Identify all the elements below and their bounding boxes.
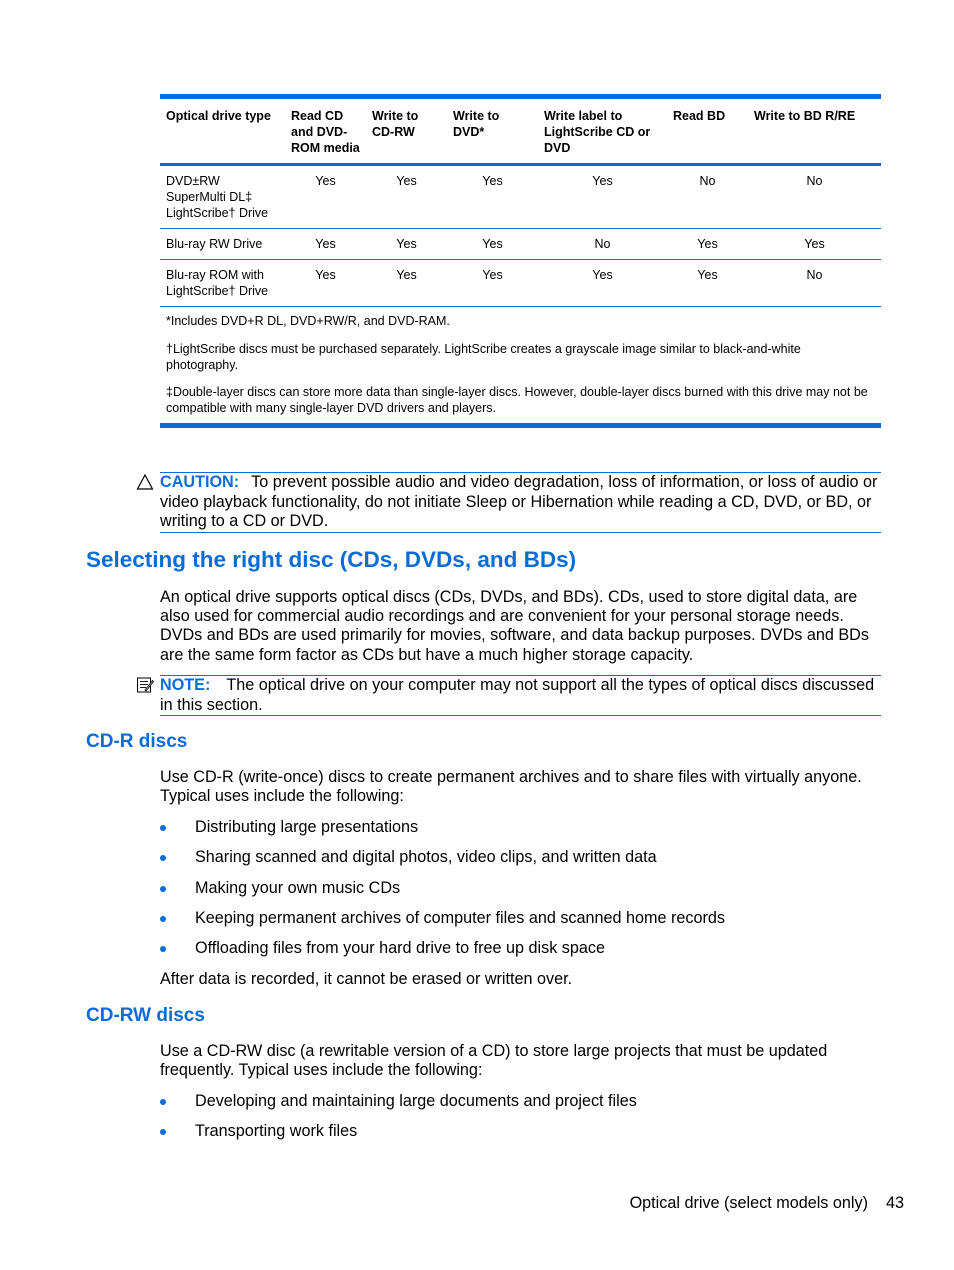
bullet-dot bbox=[160, 855, 166, 861]
list-item bbox=[160, 1122, 882, 1142]
table-cell: Blu-ray RW Drive bbox=[166, 237, 263, 251]
col-header: Write to CD-RW bbox=[372, 109, 419, 139]
col-header: Read CD and DVD-ROM media bbox=[291, 109, 360, 155]
list-item-text: Keeping permanent archives of computer files and scanned home records bbox=[195, 909, 725, 927]
bullet-dot bbox=[160, 946, 166, 952]
bullet-dot bbox=[160, 825, 166, 831]
table-row bbox=[160, 260, 881, 307]
caution-label: CAUTION: bbox=[160, 473, 240, 491]
note-label: NOTE: bbox=[160, 676, 211, 694]
table-cell: Yes bbox=[697, 268, 718, 282]
list-item-text: Developing and maintaining large documents and project files bbox=[195, 1092, 637, 1110]
footnote: †LightScribe discs must be purchased separately. LightScribe creates a grayscale image similar to black-and-white photography. bbox=[166, 342, 801, 372]
caution-callout bbox=[160, 472, 881, 533]
table-cell: Yes bbox=[804, 237, 825, 251]
col-header: Write to BD R/RE bbox=[754, 109, 856, 123]
list-item-text: Sharing scanned and digital photos, video clips, and written data bbox=[195, 848, 657, 866]
col-header: Read BD bbox=[673, 109, 726, 123]
cdrw-intro: Use a CD-RW disc (a rewritable version of a CD) to store large projects that must be updated frequently. Typical uses include the following: bbox=[160, 1042, 828, 1080]
optical-drive-table bbox=[160, 99, 881, 307]
table-cell: Yes bbox=[315, 237, 336, 251]
caution-text: To prevent possible audio and video degradation, loss of information, or loss of audio or video playback functionality, do not initiate Sleep or Hibernation while reading a CD, DVD, or BD, or writing to a CD or DVD. bbox=[160, 473, 878, 530]
warning-triangle-icon bbox=[136, 473, 154, 491]
table-cell: Yes bbox=[482, 174, 503, 188]
bullet-dot bbox=[160, 916, 166, 922]
note-pad-icon bbox=[136, 676, 154, 694]
list-item bbox=[160, 818, 882, 838]
table-cell: No bbox=[806, 174, 823, 188]
table-cell: Yes bbox=[697, 237, 718, 251]
table-cell: No bbox=[594, 237, 611, 251]
section-title: Selecting the right disc (CDs, DVDs, and BDs) bbox=[86, 547, 577, 572]
page-number: 43 bbox=[885, 1194, 904, 1212]
list-item bbox=[160, 848, 882, 868]
footnote: ‡Double-layer discs can store more data than single-layer discs. However, double-layer discs burned with this drive may not be compatible with many single-layer DVD drivers and players. bbox=[166, 385, 868, 415]
list-item-text: Offloading files from your hard drive to free up disk space bbox=[195, 939, 605, 957]
table-bottom-rule bbox=[160, 423, 881, 428]
cdr-heading: CD-R discs bbox=[86, 731, 188, 752]
note-callout bbox=[160, 675, 881, 716]
section-intro: An optical drive supports optical discs (CDs, DVDs, and BDs). CDs, used to store digital data, are also used for commercial audio recordings and are convenient for your personal storage needs. DVDs and BDs are used primarily for movies, software, and data backup purposes. DVDs and BDs are the same form factor as CDs but have a much higher storage capacity. bbox=[160, 588, 869, 664]
table-cell: Yes bbox=[315, 174, 336, 188]
table-cell: Yes bbox=[482, 268, 503, 282]
table-cell: No bbox=[806, 268, 823, 282]
table-cell: No bbox=[699, 174, 716, 188]
list-item bbox=[160, 1092, 882, 1112]
table-cell: Yes bbox=[592, 174, 613, 188]
table-header-row bbox=[160, 99, 881, 165]
footer-section: Optical drive (select models only) bbox=[629, 1194, 868, 1212]
table-row bbox=[160, 165, 881, 229]
list-item bbox=[160, 909, 882, 929]
table-cell: Yes bbox=[482, 237, 503, 251]
col-header: Optical drive type bbox=[166, 109, 271, 123]
footnote: *Includes DVD+R DL, DVD+RW/R, and DVD-RAM. bbox=[166, 314, 450, 328]
optical-drive-table-block bbox=[160, 94, 881, 428]
col-header: Write to DVD* bbox=[453, 109, 500, 139]
table-cell: DVD±RW SuperMulti DL‡ LightScribe† Drive bbox=[166, 174, 269, 220]
table-footnotes bbox=[160, 307, 881, 416]
list-item-text: Making your own music CDs bbox=[195, 879, 401, 897]
table-row bbox=[160, 229, 881, 260]
table-cell: Yes bbox=[315, 268, 336, 282]
cdr-intro: Use CD-R (write-once) discs to create permanent archives and to share files with virtually anyone. Typical uses include the following: bbox=[160, 768, 862, 806]
table-cell: Blu-ray ROM with LightScribe† Drive bbox=[166, 268, 269, 298]
bullet-dot bbox=[160, 1129, 166, 1135]
list-item bbox=[160, 879, 882, 899]
table-cell: Yes bbox=[396, 268, 417, 282]
bullet-dot bbox=[160, 886, 166, 892]
table-cell: Yes bbox=[396, 174, 417, 188]
table-cell: Yes bbox=[396, 237, 417, 251]
table-cell: Yes bbox=[592, 268, 613, 282]
note-text: The optical drive on your computer may not support all the types of optical discs discussed in this section. bbox=[160, 676, 875, 714]
list-item bbox=[160, 939, 882, 959]
list-item-text: Distributing large presentations bbox=[195, 818, 419, 836]
list-item-text: Transporting work files bbox=[195, 1122, 358, 1140]
cdrw-heading: CD-RW discs bbox=[86, 1005, 205, 1026]
bullet-dot bbox=[160, 1099, 166, 1105]
cdr-after: After data is recorded, it cannot be erased or written over. bbox=[160, 970, 573, 988]
col-header: Write label to LightScribe CD or DVD bbox=[544, 109, 651, 155]
page-footer bbox=[630, 1193, 904, 1213]
